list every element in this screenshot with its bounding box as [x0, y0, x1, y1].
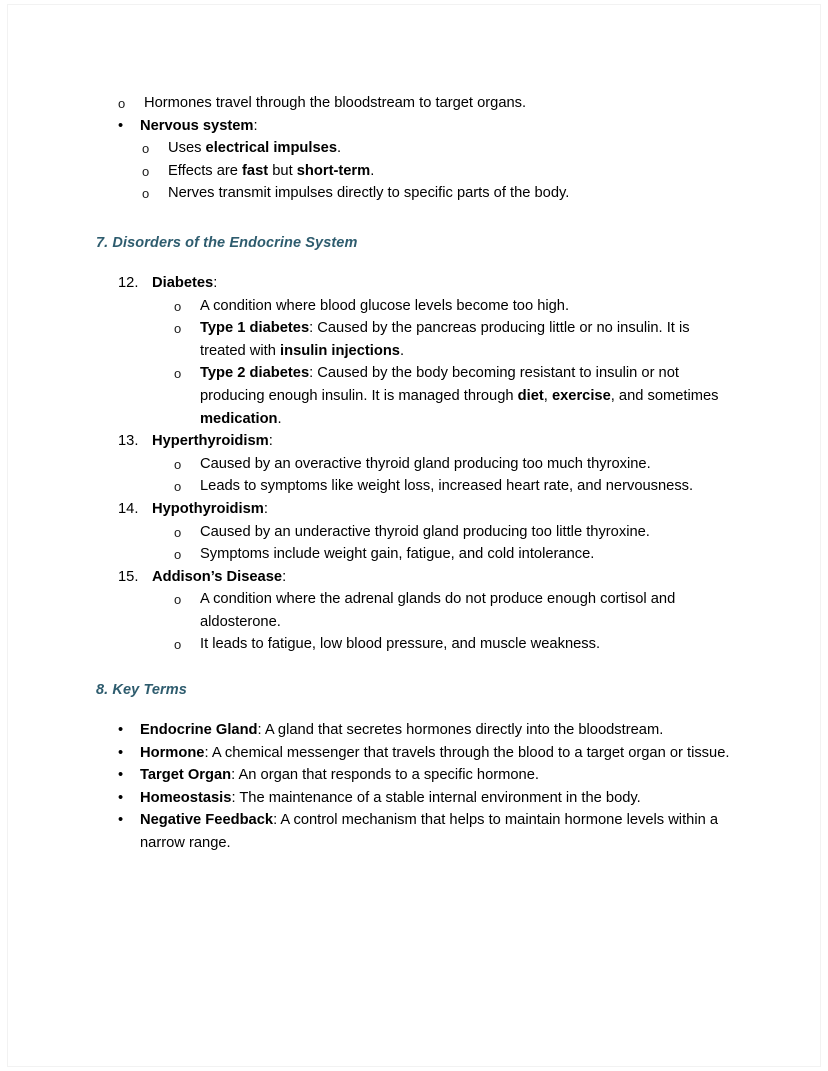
- text-segment-bold: exercise: [551, 387, 611, 404]
- list-item-text: Nerves transmit impulses directly to specific parts of the body.: [168, 185, 570, 202]
- list-item-title-suffix: :: [263, 500, 268, 517]
- text-segment-bold: short-term: [296, 162, 371, 179]
- numbered-list-item: [118, 272, 736, 430]
- key-term-item: [96, 787, 736, 810]
- continued-sub-list: [96, 92, 736, 115]
- circle-marker-icon: o: [174, 524, 182, 540]
- list-item-title: Hyperthyroidism: [152, 433, 269, 450]
- text-segment-bold: fast: [242, 162, 269, 179]
- key-term-definition: : A chemical messenger that travels through the blood to a target organ or tissue.: [204, 744, 730, 761]
- bullet-marker-icon: •: [118, 812, 124, 829]
- list-item-nervous-system: [96, 115, 736, 138]
- text-segment: .: [277, 410, 282, 427]
- text-segment: Symptoms include weight gain, fatigue, and cold intolerance.: [200, 546, 595, 563]
- key-term-item: [96, 742, 736, 765]
- circle-marker-icon: o: [142, 141, 150, 157]
- sub-list: [152, 521, 736, 566]
- list-item: [120, 182, 736, 205]
- list-item-title-suffix: :: [213, 274, 218, 291]
- list-item-text: [168, 163, 374, 179]
- circle-marker-icon: o: [174, 366, 182, 382]
- sub-list: [152, 295, 736, 431]
- text-segment-bold: diet: [517, 387, 544, 404]
- list-item-text: [200, 591, 675, 630]
- list-item: [120, 137, 736, 160]
- list-item-title-suffix: :: [268, 433, 273, 450]
- text-segment-bold: insulin injections: [280, 342, 400, 359]
- list-item: [96, 92, 736, 115]
- section-heading-7: 7. Disorders of the Endocrine System: [96, 234, 358, 251]
- list-item-text: [200, 365, 719, 426]
- list-item-title-suffix: :: [282, 568, 287, 585]
- list-item-text: [200, 456, 651, 472]
- list-item: [152, 317, 736, 362]
- list-item-number: 12.: [118, 274, 139, 291]
- text-segment: .: [399, 342, 405, 359]
- bullet-marker-icon: •: [118, 117, 124, 134]
- key-term-name: Negative Feedback: [140, 812, 274, 829]
- key-term-definition: : An organ that responds to a specific hormone.: [231, 767, 539, 784]
- list-item-text: [200, 524, 650, 540]
- document-content: [96, 92, 736, 855]
- list-item-text: [200, 546, 594, 562]
- list-item: [152, 588, 736, 633]
- text-segment: .: [370, 162, 375, 179]
- numbered-list-item: [118, 566, 736, 656]
- key-term-name: Target Organ: [140, 767, 232, 784]
- circle-marker-icon: o: [142, 186, 150, 202]
- key-term-item: [96, 764, 736, 787]
- list-item-text: [200, 320, 690, 359]
- list-item: [120, 160, 736, 183]
- circle-marker-icon: o: [174, 547, 182, 563]
- text-segment: Leads to symptoms like weight loss, increased heart rate, and nervousness.: [200, 478, 694, 495]
- text-segment: A condition where the adrenal glands do not produce enough cortisol and aldosterone.: [200, 591, 676, 630]
- list-item-title: Diabetes: [152, 274, 214, 291]
- list-item: [152, 453, 736, 476]
- circle-marker-icon: o: [174, 298, 182, 314]
- bullet-marker-icon: •: [118, 767, 124, 784]
- circle-marker-icon: o: [174, 321, 182, 337]
- list-item-number: 14.: [118, 500, 139, 517]
- list-item-number: 13.: [118, 433, 139, 450]
- text-segment: .: [337, 140, 342, 157]
- key-term-definition: : The maintenance of a stable internal environment in the body.: [231, 789, 641, 806]
- bullet-marker-icon: •: [118, 744, 124, 761]
- list-item-title: Nervous system: [140, 117, 254, 134]
- text-segment-bold: electrical impulses: [205, 140, 337, 157]
- numbered-list-item: [118, 498, 736, 566]
- key-term-item: [96, 809, 736, 854]
- text-segment: ,: [543, 387, 552, 404]
- text-segment: but: [268, 162, 297, 179]
- key-term-name: Homeostasis: [140, 789, 232, 806]
- text-segment: : Caused by the pancreas producing little or no insulin. It is treated with: [200, 320, 690, 359]
- bullet-marker-icon: •: [118, 722, 124, 739]
- circle-marker-icon: o: [174, 592, 182, 608]
- circle-marker-icon: o: [174, 637, 182, 653]
- key-term-definition: : A control mechanism that helps to maintain hormone levels within a narrow range.: [140, 812, 718, 852]
- list-item: [152, 475, 736, 498]
- list-item-text: [200, 478, 693, 494]
- list-item-title-suffix: :: [253, 117, 258, 134]
- disorders-numbered-list: [96, 272, 736, 656]
- numbered-list-item: [118, 430, 736, 498]
- list-item-text: [168, 140, 341, 156]
- list-item-title: Addison’s Disease: [152, 568, 283, 585]
- list-item: [152, 295, 736, 318]
- bullet-marker-icon: •: [118, 789, 124, 806]
- key-term-item: [96, 719, 736, 742]
- text-segment: Caused by an overactive thyroid gland producing too much thyroxine.: [200, 455, 651, 472]
- text-segment-bold: Type 2 diabetes: [200, 365, 310, 382]
- list-item-text: [200, 636, 600, 652]
- sub-list: [152, 453, 736, 498]
- circle-marker-icon: o: [174, 479, 182, 495]
- list-item-number: 15.: [118, 568, 139, 585]
- key-term-name: Hormone: [140, 744, 205, 761]
- list-item: [152, 362, 736, 430]
- text-segment: , and sometimes: [610, 387, 719, 404]
- nervous-system-list: [96, 115, 736, 138]
- key-terms-list: [96, 719, 736, 855]
- sub-list: [152, 588, 736, 656]
- list-item: [152, 521, 736, 544]
- circle-marker-icon: o: [142, 163, 150, 179]
- circle-marker-icon: o: [118, 96, 126, 111]
- text-segment: : Caused by the body becoming resistant to insulin or not producing enough insulin. It is managed through: [200, 365, 679, 404]
- text-segment: Uses: [168, 140, 206, 157]
- text-segment: It leads to fatigue, low blood pressure, and muscle weakness.: [200, 636, 601, 653]
- text-segment-bold: medication: [200, 410, 278, 427]
- text-segment: Effects are: [168, 162, 243, 179]
- list-item-text: [200, 298, 569, 314]
- section-heading-8: 8. Key Terms: [96, 682, 187, 699]
- list-item-text: Hormones travel through the bloodstream to target organs.: [144, 95, 527, 111]
- list-item-title: Hypothyroidism: [152, 500, 264, 517]
- nervous-system-sub-list: [96, 137, 736, 205]
- key-term-name: Endocrine Gland: [140, 722, 258, 739]
- list-item: [152, 633, 736, 656]
- text-segment: Caused by an underactive thyroid gland producing too little thyroxine.: [200, 523, 650, 540]
- list-item: [152, 543, 736, 566]
- text-segment-bold: Type 1 diabetes: [200, 320, 310, 337]
- key-term-definition: : A gland that secretes hormones directly into the bloodstream.: [257, 722, 664, 739]
- circle-marker-icon: o: [174, 456, 182, 472]
- text-segment: A condition where blood glucose levels become too high.: [200, 297, 570, 314]
